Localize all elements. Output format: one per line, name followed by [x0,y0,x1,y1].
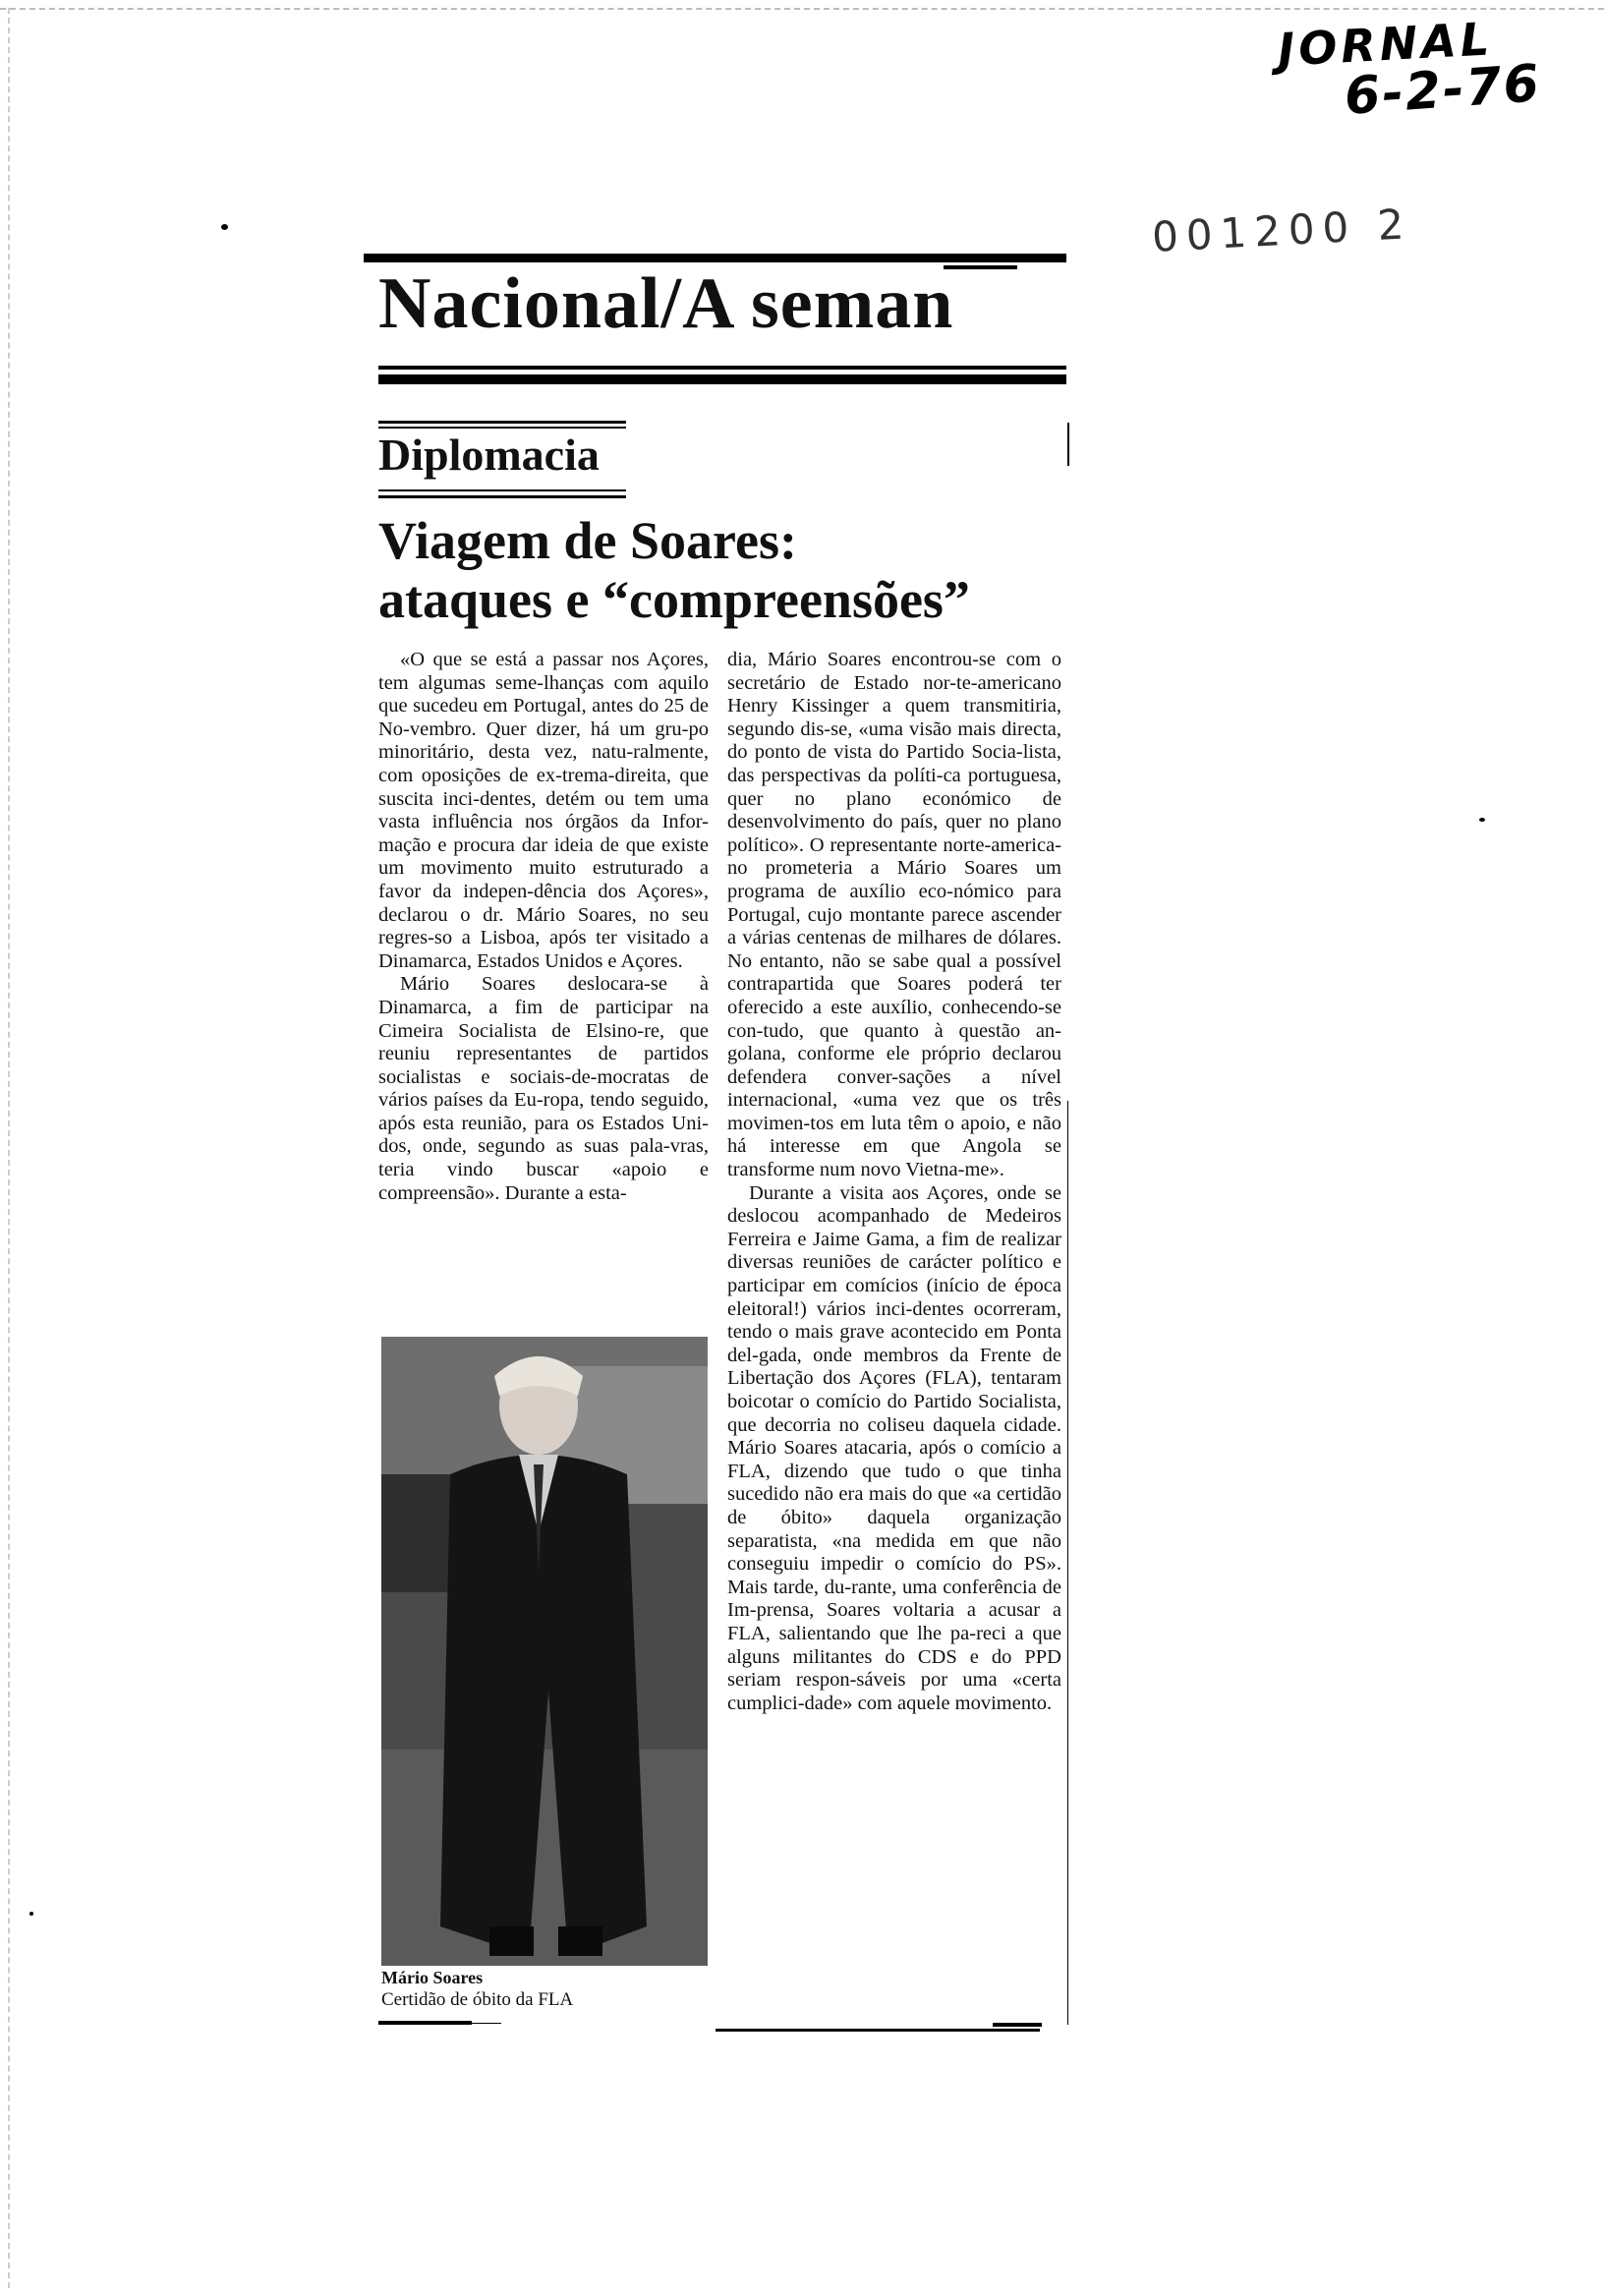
article-column-2 [727,649,1061,1715]
scan-border-top [0,8,1604,10]
masthead-bottom-rule-1 [378,366,1066,370]
clipping-edge-line [1067,1101,1068,2025]
masthead-top-rule [364,254,1066,262]
scan-border-left [8,8,10,2288]
caption-rule [378,2021,472,2025]
headline [378,511,1086,630]
scan-speck [221,224,228,230]
section-bottom-rule [378,489,626,491]
handwritten-source: JORNAL [1276,12,1495,77]
masthead-title: Nacional/A seman [378,267,954,340]
clipping-edge-mark [1067,423,1069,466]
paragraph: dia, Mário Soares encontrou-se com o secretário de Estado nor-te-americano Henry Kissinger a quem transmitiria, segundo dis-se, «uma visão mais directa, do ponto de vista do Partido Socia-lista, das perspectivas da políti-ca portuguesa, quer no plano económico de desenvolvimento do país, quer no plano político». O representante norte-america-no prometeria a Mário Soares um programa de auxílio eco-nómico para Portugal, cujo montante parece ascender a várias centenas de milhares de dólares. No entanto, não se sabe qual a possível contrapartida que Soares poderá ter oferecido a este auxílio, conhecendo-se con-tudo, que quanto à questão an-golana, conforme ele próprio declarou defendera conver-sações a nível internacional, «uma vez que os três movimen-tos em luta têm o apoio, e não há interesse em que Angola se transforme num novo Vietna-me». [727,649,1061,1181]
photo-mario-soares [381,1337,708,1966]
headline-line-1: Viagem de Soares: [378,511,797,570]
scan-speck [1479,818,1485,822]
article-end-accent [993,2023,1042,2027]
article-column-1 [378,649,709,1205]
paragraph: «O que se está a passar nos Açores, tem algumas seme-lhanças com aquilo que sucedeu em Portugal, antes do 25 de No-vembro. Quer dizer, há um gru-po minoritário, desta vez, natu-ralmente, com oposições de ex-trema-direita, que suscita inci-dentes, detém ou tem uma vasta influência nos órgãos da Infor-mação e procura dar ideia de que existe um movimento muito estruturado a favor da indepen-dência dos Açores», declarou o dr. Mário Soares, no seu regres-so a Lisboa, após ter visitado a Dinamarca, Estados Unidos e Açores. [378,649,709,972]
scan-speck [29,1912,33,1916]
section-bottom-rule-thick [378,495,626,498]
photo-caption-name: Mário Soares [381,1968,484,1987]
section-top-rule-thin [378,427,626,429]
caption-rule-thin [472,2023,501,2024]
section-top-rule [378,421,626,424]
photo-image [381,1337,708,1966]
paragraph: Durante a visita aos Açores, onde se deslocou acompanhado de Medeiros Ferreira e Jaime Gama, a fim de realizar diversas reuniões de carácter político e participar em comícios (início de época eleitoral!) vários inci-dentes ocorreram, tendo o mais grave acontecido em Ponta del-gada, onde membros da Frente de Libertação dos Açores (FLA), tentaram boicotar o comício do Partido Socialista, que decorria no coliseu daquela cidade. Mário Soares atacaria, após o comício a FLA, dizendo que tudo o que tinha sucedido não era mais do que «a certidão de óbito» daquela organização separatista, «na medida em que não conseguiu impedir o comício do PS». Mais tarde, du-rante, uma conferência de Im-prensa, Soares voltaria a acusar a FLA, salientando que lhe pa-reci a que alguns militantes do CDS e do PPD seriam respon-sáveis por uma «certa cumplici-dade» com aquele movimento. [727,1181,1061,1714]
handwritten-archive-number: 001200 2 [1150,200,1413,261]
masthead-bottom-rule-2 [378,374,1066,384]
paragraph: Mário Soares deslocara-se à Dinamarca, a fim de participar na Cimeira Socialista de Elsino-re, que reuniu representantes de partidos socialistas e sociais-de-mocratas de vários países da Eu-ropa, tendo seguido, após esta reunião, para os Estados Uni-dos, onde, segundo as suas pala-vras, teria vindo buscar «apoio e compreensão». Durante a esta- [378,973,709,1204]
article-end-rule [716,2029,1040,2032]
section-label: Diplomacia [378,430,600,480]
headline-line-2: ataques e “compreensões” [378,570,970,630]
handwritten-date: 6-2-76 [1343,54,1543,127]
photo-caption-text: Certidão de óbito da FLA [381,1989,574,2010]
